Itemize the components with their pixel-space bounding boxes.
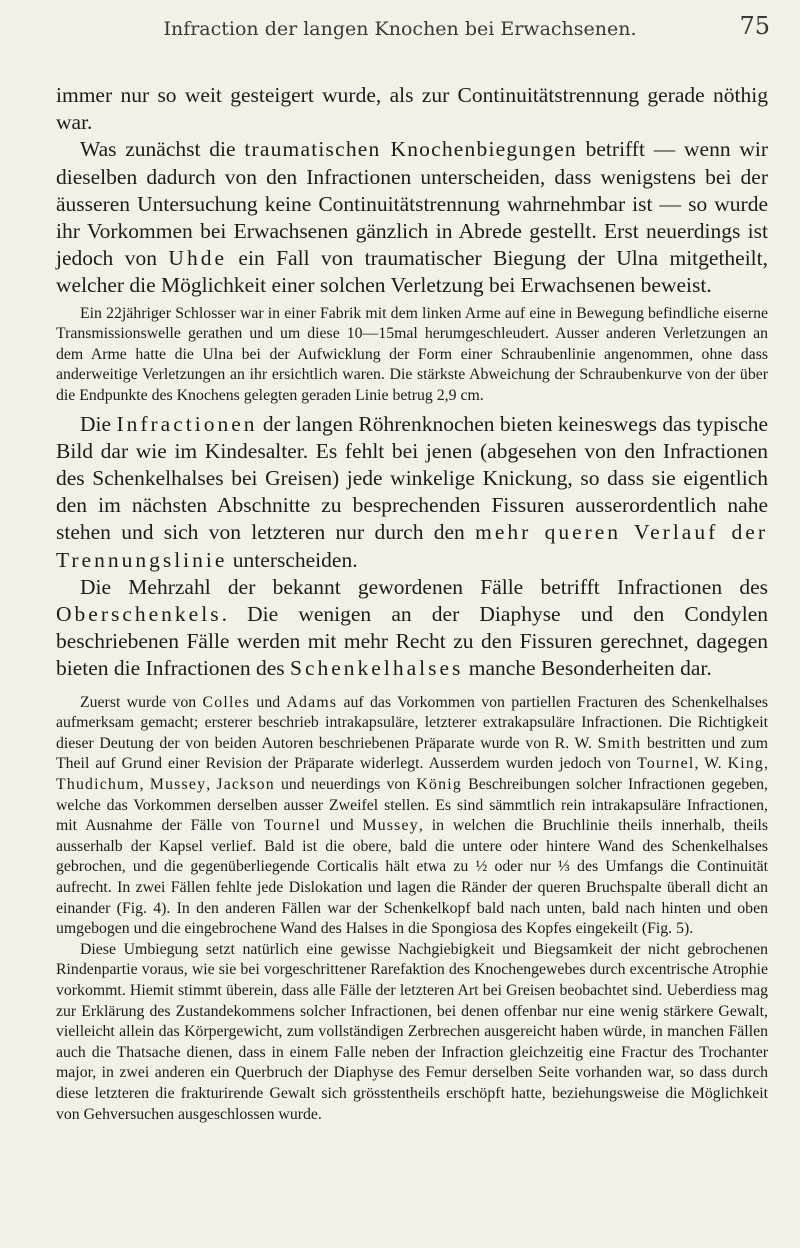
text-run: , in welchen die Bruchlinie theils innerhalb, theils ausserhalb der Kapsel verlief. Bald ist die obere, bald die untere oder hintere Wand des Schenkelhalses gebrochen, und die gegenüberliegende Corticalis hält etwa zu ½ oder nur ⅓ des Umfangs die Continuität aufrecht. In zwei Fällen fehlte jede Dislokation und lagen die Ränder der queren Bruchspalte überall dicht an einander (Fig. 4). In den anderen Fällen war der Schenkelkopf bald nach unten, bald nach hinten und oben umgebogen und die eingebrochene Wand des Halses in die Spongiosa des Kopfes eingekeilt (Fig. 5). bbox=[56, 817, 769, 938]
emphasized-term: Uhde bbox=[168, 246, 227, 271]
emphasized-name: König bbox=[416, 776, 462, 793]
emphasized-name: Thudichum bbox=[56, 776, 140, 793]
emphasized-name: Mussey bbox=[149, 776, 207, 793]
emphasized-term: Oberschenkels bbox=[56, 602, 222, 627]
text-run: unterscheiden. bbox=[227, 547, 358, 572]
text-run: und bbox=[321, 817, 363, 835]
text-run: Ein 22jähriger Schlosser war in einer Fabrik mit dem linken Arme auf eine in Bewegung befindliche eiserne Transmissionswelle gerathen und um diese 10—15mal herumgeschleudert. Ausser anderen Verletzungen an dem Arme hatte die Ulna bei der Aufwicklung der Form einer Schraubenlinie angenommen, ohne dass anderweitige Verletzungen an ihr ersichtlich waren. Die stärkste Abweichung der Schraubenkurve von der über die Endpunkte des Knochens gelegten geraden Linie betrug 2,9 cm. bbox=[56, 304, 768, 404]
text-run: Die bbox=[80, 411, 117, 436]
text-run: auf das Vorkommen von partiellen Fracturen des Schenkelhalses aufmerksam gemacht; ersterer beschrieb intrakapsuläre, letzterer extrakapsuläre Infractionen. Die Richtigkeit dieser Deutung der von beiden Autoren beschriebenen Präparate wurde von R. W. bbox=[56, 693, 768, 752]
paragraph-femur bbox=[56, 574, 768, 683]
text-run: ein Fall von traumatischer Biegung der Ulna mitgetheilt, welcher die Möglichkeit einer solchen Verletzung bei Erwachsenen beweist. bbox=[56, 246, 769, 298]
text-run: . Die wenigen an der Diaphyse und den Condylen beschriebenen Fälle werden mit mehr Recht zu den Fissuren gerechnet, dagegen bieten die Infractionen des bbox=[56, 602, 768, 681]
text-run: Diese Umbiegung setzt natürlich eine gewisse Nachgiebigkeit und Biegsamkeit der nicht gebrochenen Rindenpartie voraus, wie sie bei vorgeschrittener Rarefaktion des Knochengewebes durch excentrische Atrophie vorkommt. Hiemit stimmt überein, dass alle Fälle der letzteren Art bei Greisen beobachtet sind. Ueberdiess mag zur Erklärung des Zustandekommens solcher Infractionen, bei denen offenbar nur eine wenig stärkere Gewalt, vielleicht allein das Körpergewicht, zum vollständigen Zerbrechen ausgereicht haben würde, in manchen Fällen auch die Thatsache dienen, dass in einem Falle neben der Infraction gleichzeitig eine Fractur des Trochanter major, in zwei anderen ein Querbruch der Diaphyse des Femur derselben Seite vorhanden war, so dass durch diese letzteren die frakturirende Gewalt sich grösstentheils erschöpft hatte, beziehungsweise die Möglichkeit von Gehversuchen ausgeschlossen wurde. bbox=[56, 940, 768, 1123]
emphasized-name: King bbox=[727, 755, 765, 773]
text-run: , bbox=[764, 755, 768, 773]
emphasized-name: Smith bbox=[597, 734, 642, 752]
text-run: Beschreibungen solcher Infractionen gegeben, welche das Vorkommen derselben ausser Zweifel stellen. Es sind sämmtlich rein intrakapsuläre Infractionen, mit Ausnahme der Fälle von bbox=[56, 776, 768, 835]
emphasized-term: mehr queren Verlauf der Trennungslinie bbox=[56, 520, 768, 572]
emphasized-name: Adams bbox=[286, 693, 338, 711]
running-header bbox=[0, 10, 800, 50]
paragraph-femoral-neck-history bbox=[56, 693, 768, 940]
paragraph-infractions-long-bones bbox=[56, 411, 768, 574]
paragraph-continuation bbox=[56, 82, 768, 136]
text-run: und bbox=[250, 693, 287, 711]
text-run: immer nur so weit gesteigert wurde, als zur Continuitätstrennung gerade nöthig war. bbox=[56, 83, 768, 135]
emphasized-name: Jackson bbox=[216, 776, 275, 793]
text-run: , bbox=[206, 776, 217, 793]
emphasized-term: Infractionen bbox=[116, 411, 258, 436]
emphasized-name: Tournel bbox=[637, 755, 695, 773]
text-run: , bbox=[139, 776, 150, 793]
text-run: Was zunächst die bbox=[80, 137, 245, 162]
text-run: und neuerdings von bbox=[274, 776, 417, 793]
text-run: der langen Röhrenknochen bieten keineswegs das typische Bild dar wie im Kindesalter. Es fehlt bei jenen (abgesehen von den Infractionen des Schenkelhalses bei Greisen) jede winkelige Knickung, so dass sie eigentlich den im nächsten Abschnitte zu besprechenden Fissuren ausserordentlich nahe stehen und sich von letzteren nur durch den bbox=[56, 411, 769, 545]
text-run: , W. bbox=[694, 755, 728, 773]
emphasized-name: traumatischen Knochenbiegungen bbox=[244, 137, 577, 162]
running-title: Infraction der langen Knochen bei Erwachsenen. bbox=[163, 18, 637, 40]
text-run: Die Mehrzahl der bekannt gewordenen Fälle betrifft Infractionen des bbox=[80, 574, 768, 599]
text-run: manche Besonderheiten dar. bbox=[463, 656, 712, 681]
page-body bbox=[56, 82, 768, 1125]
case-report-ulna bbox=[56, 304, 768, 407]
text-run: bestritten und zum Theil auf Grund einer Revision der Präparate widerlegt. Ausserdem wurden jedoch von bbox=[56, 734, 768, 773]
emphasized-name: Tournel bbox=[263, 817, 321, 835]
emphasized-term: Schenkelhalses bbox=[290, 656, 464, 681]
paragraph-bending-mechanism bbox=[56, 940, 768, 1125]
text-run: betrifft — wenn wir dieselben dadurch von den Infractionen unterscheiden, dass wenigstens bei der äusseren Untersuchung keine Continuitätstrennung wahrnehmbar ist — so wurde ihr Vorkommen bei Erwachsenen gänzlich in Abrede gestellt. Erst neuerdings ist jedoch von bbox=[56, 137, 769, 271]
emphasized-name: Mussey bbox=[362, 817, 419, 835]
text-run: Zuerst wurde von bbox=[80, 693, 203, 711]
page-number: 75 bbox=[739, 12, 770, 40]
emphasized-name: Colles bbox=[202, 693, 251, 711]
paragraph-traumatic-bending bbox=[56, 136, 768, 299]
